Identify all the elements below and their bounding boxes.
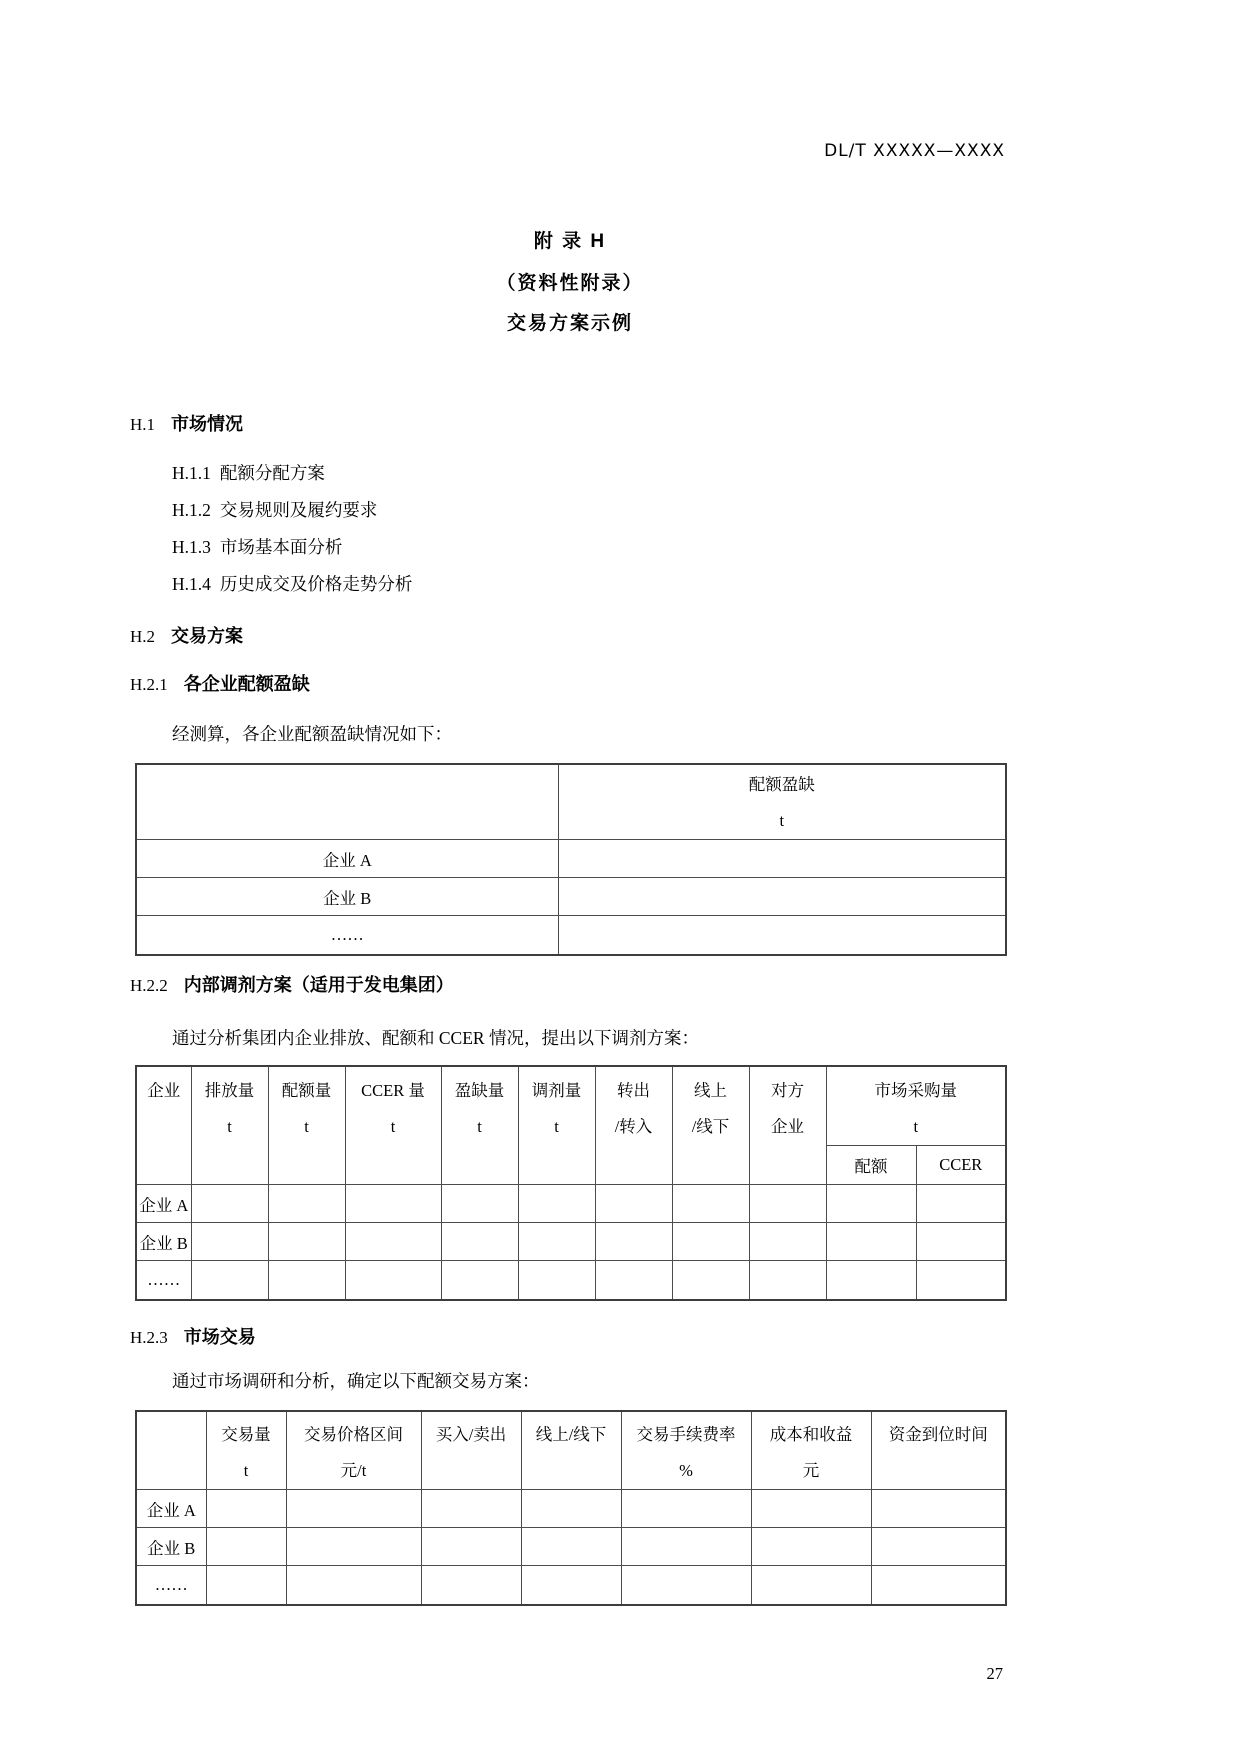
- column-header: [621, 1411, 751, 1490]
- header-unit: t: [913, 1117, 919, 1136]
- header-unit: [872, 1453, 1006, 1489]
- header-label: [137, 1417, 206, 1453]
- subcolumn-header: 配额: [826, 1146, 916, 1185]
- table-row: [136, 878, 1006, 916]
- empty-cell: [558, 916, 1006, 955]
- adjustment-table: [135, 1065, 1007, 1301]
- empty-cell: [521, 1490, 621, 1528]
- heading-h1: [130, 410, 243, 436]
- empty-cell: [916, 1185, 1006, 1223]
- empty-cell: [206, 1528, 286, 1566]
- heading-h21: [130, 670, 310, 696]
- empty-cell: [595, 1185, 672, 1223]
- item-number: H.1.2: [172, 500, 211, 520]
- header-label: 排放量: [204, 1081, 255, 1100]
- appendix-title: 附 录 H: [533, 231, 607, 252]
- heading-h22: [130, 971, 454, 997]
- empty-cell: [286, 1566, 421, 1605]
- header-label: 交易手续费率: [636, 1425, 736, 1444]
- empty-cell: [206, 1490, 286, 1528]
- empty-cell: [345, 1223, 441, 1261]
- empty-cell: [441, 1185, 518, 1223]
- header-label: 交易价格区间: [304, 1425, 403, 1444]
- header-label: 线上: [694, 1081, 727, 1100]
- empty-cell: [871, 1490, 1006, 1528]
- column-header: [206, 1411, 286, 1490]
- empty-cell: [191, 1261, 268, 1300]
- empty-cell: [558, 840, 1006, 878]
- table-row: [136, 1490, 1006, 1528]
- list-item: [172, 534, 412, 571]
- header-label: 配额盈缺: [748, 775, 815, 794]
- item-text: 市场基本面分析: [219, 537, 343, 557]
- market-table: [135, 1410, 1007, 1606]
- heading-h1-title: 市场情况: [171, 414, 244, 434]
- empty-cell: [421, 1528, 521, 1566]
- heading-h2-number: H.2: [130, 627, 156, 646]
- table-header-row: [136, 764, 1006, 840]
- subcolumn-header: CCER: [916, 1146, 1006, 1185]
- empty-cell: [916, 1223, 1006, 1261]
- row-label: ……: [136, 1566, 206, 1605]
- empty-cell: [268, 1261, 345, 1300]
- header-unit: [137, 1109, 191, 1145]
- column-header: [268, 1066, 345, 1185]
- item-text: 配额分配方案: [219, 463, 325, 483]
- empty-cell: [286, 1490, 421, 1528]
- header-unit: [137, 1453, 206, 1489]
- header-label: 线上/线下: [535, 1425, 607, 1444]
- empty-cell: [871, 1528, 1006, 1566]
- header-unit: [422, 1453, 521, 1489]
- empty-cell: [749, 1261, 826, 1300]
- empty-cell: [191, 1223, 268, 1261]
- empty-cell: [621, 1528, 751, 1566]
- header-unit: t: [779, 811, 785, 830]
- heading-h1-number: H.1: [130, 415, 156, 434]
- empty-cell: [521, 1566, 621, 1605]
- table-row: [136, 1185, 1006, 1223]
- table-row: [136, 916, 1006, 955]
- header-label: 调剂量: [531, 1081, 582, 1100]
- empty-cell: [595, 1223, 672, 1261]
- empty-cell: [345, 1185, 441, 1223]
- table-row: [136, 1566, 1006, 1605]
- header-unit: t: [304, 1117, 309, 1136]
- empty-cell: [749, 1185, 826, 1223]
- empty-cell: [521, 1528, 621, 1566]
- header-label: 交易量: [221, 1425, 271, 1444]
- header-label: 企业: [771, 1117, 804, 1136]
- column-header: [751, 1411, 871, 1490]
- empty-cell: [268, 1223, 345, 1261]
- empty-cell: [672, 1223, 749, 1261]
- item-text: 历史成交及价格走势分析: [219, 574, 413, 594]
- table-header-row: [136, 1066, 1006, 1146]
- header-label: 市场采购量: [874, 1081, 957, 1100]
- empty-cell: [826, 1223, 916, 1261]
- header-label: 企业: [147, 1081, 181, 1100]
- empty-cell: [441, 1261, 518, 1300]
- table-row: [136, 1528, 1006, 1566]
- table-row: [136, 840, 1006, 878]
- header-unit: 元/t: [340, 1461, 367, 1480]
- column-header: [286, 1411, 421, 1490]
- header-unit: %: [679, 1461, 693, 1480]
- empty-cell: [286, 1528, 421, 1566]
- column-header: [441, 1066, 518, 1185]
- column-header: [191, 1066, 268, 1185]
- heading-h2: [130, 622, 243, 648]
- empty-cell: [672, 1185, 749, 1223]
- empty-cell: [441, 1223, 518, 1261]
- heading-h23: [130, 1323, 256, 1349]
- header-unit: t: [390, 1117, 396, 1136]
- table-header-row: [136, 1411, 1006, 1490]
- doc-code: DL/T XXXXX—XXXX: [824, 141, 1005, 161]
- empty-cell: [421, 1490, 521, 1528]
- header-unit: t: [477, 1117, 482, 1136]
- header-label: 资金到位时间: [888, 1425, 988, 1444]
- header-unit: t: [554, 1117, 559, 1136]
- appendix-subject: 交易方案示例: [506, 313, 633, 334]
- list-item: [172, 571, 412, 608]
- header-label: 买入/卖出: [435, 1425, 507, 1444]
- item-text: 交易规则及履约要求: [219, 500, 378, 520]
- row-label: 企业 B: [136, 1528, 206, 1566]
- page-number: 27: [986, 1664, 1003, 1683]
- heading-h21-title: 各企业配额盈缺: [183, 674, 310, 694]
- empty-cell: [345, 1261, 441, 1300]
- heading-h22-title: 内部调剂方案（适用于发电集团）: [183, 975, 454, 995]
- empty-cell: [595, 1261, 672, 1300]
- column-header: [518, 1066, 595, 1185]
- surplus-column-header: [558, 764, 1006, 840]
- column-header: [595, 1066, 672, 1185]
- h23-intro-paragraph: 通过市场调研和分析，确定以下配额交易方案：: [172, 1371, 540, 1391]
- appendix-type-label: （资料性附录）: [496, 273, 644, 294]
- empty-cell: [751, 1566, 871, 1605]
- empty-cell: [826, 1261, 916, 1300]
- row-label: 企业 A: [136, 840, 558, 878]
- column-header: [871, 1411, 1006, 1490]
- row-label: 企业 A: [136, 1185, 191, 1223]
- empty-cell: [518, 1223, 595, 1261]
- h1-subitem-list: [172, 460, 412, 608]
- header-label: 盈缺量: [454, 1081, 505, 1100]
- column-header: [421, 1411, 521, 1490]
- empty-cell: [421, 1566, 521, 1605]
- list-item: [172, 497, 412, 534]
- row-label: 企业 A: [136, 1490, 206, 1528]
- row-label: ……: [136, 1261, 191, 1300]
- empty-cell: [751, 1528, 871, 1566]
- item-number: H.1.3: [172, 537, 211, 557]
- empty-cell: [191, 1185, 268, 1223]
- column-header: [136, 1066, 191, 1185]
- row-label: ……: [136, 916, 558, 955]
- empty-cell: [518, 1261, 595, 1300]
- h22-intro-paragraph: 通过分析集团内企业排放、配额和 CCER 情况，提出以下调剂方案：: [172, 1028, 699, 1048]
- empty-cell: [916, 1261, 1006, 1300]
- empty-cell: [621, 1566, 751, 1605]
- empty-cell: [518, 1185, 595, 1223]
- heading-h23-number: H.2.3: [130, 1328, 168, 1347]
- header-unit: 元: [802, 1461, 820, 1480]
- list-item: [172, 460, 412, 497]
- empty-cell: [672, 1261, 749, 1300]
- table-row: [136, 1261, 1006, 1300]
- header-label: /线下: [691, 1117, 730, 1136]
- heading-h21-number: H.2.1: [130, 675, 168, 694]
- surplus-table: [135, 763, 1007, 956]
- empty-cell: [206, 1566, 286, 1605]
- empty-cell: [751, 1490, 871, 1528]
- item-number: H.1.1: [172, 463, 211, 483]
- header-label: CCER 量: [361, 1081, 425, 1100]
- empty-cell: [268, 1185, 345, 1223]
- header-label: 成本和收益: [769, 1425, 853, 1444]
- empty-cell: [621, 1490, 751, 1528]
- empty-header-cell: [136, 1411, 206, 1490]
- column-header: [521, 1411, 621, 1490]
- empty-cell: [749, 1223, 826, 1261]
- heading-h22-number: H.2.2: [130, 976, 168, 995]
- heading-h23-title: 市场交易: [183, 1327, 256, 1347]
- row-label: 企业 B: [136, 878, 558, 916]
- empty-cell: [826, 1185, 916, 1223]
- empty-cell: [558, 878, 1006, 916]
- empty-header-cell: [136, 764, 558, 840]
- heading-h2-title: 交易方案: [171, 626, 244, 646]
- row-label: 企业 B: [136, 1223, 191, 1261]
- h21-intro-paragraph: 经测算，各企业配额盈缺情况如下：: [172, 724, 452, 744]
- header-label: 配额量: [281, 1081, 332, 1100]
- column-header: [345, 1066, 441, 1185]
- empty-cell: [871, 1566, 1006, 1605]
- column-header: [749, 1066, 826, 1185]
- header-unit: [522, 1453, 621, 1489]
- column-header: [672, 1066, 749, 1185]
- header-unit: t: [243, 1461, 249, 1480]
- header-unit: t: [227, 1117, 232, 1136]
- table-row: [136, 1223, 1006, 1261]
- column-header-group: [826, 1066, 1006, 1146]
- header-label: 转出: [617, 1081, 650, 1100]
- header-label: /转入: [614, 1117, 653, 1136]
- item-number: H.1.4: [172, 574, 211, 594]
- header-label: 对方: [771, 1081, 804, 1100]
